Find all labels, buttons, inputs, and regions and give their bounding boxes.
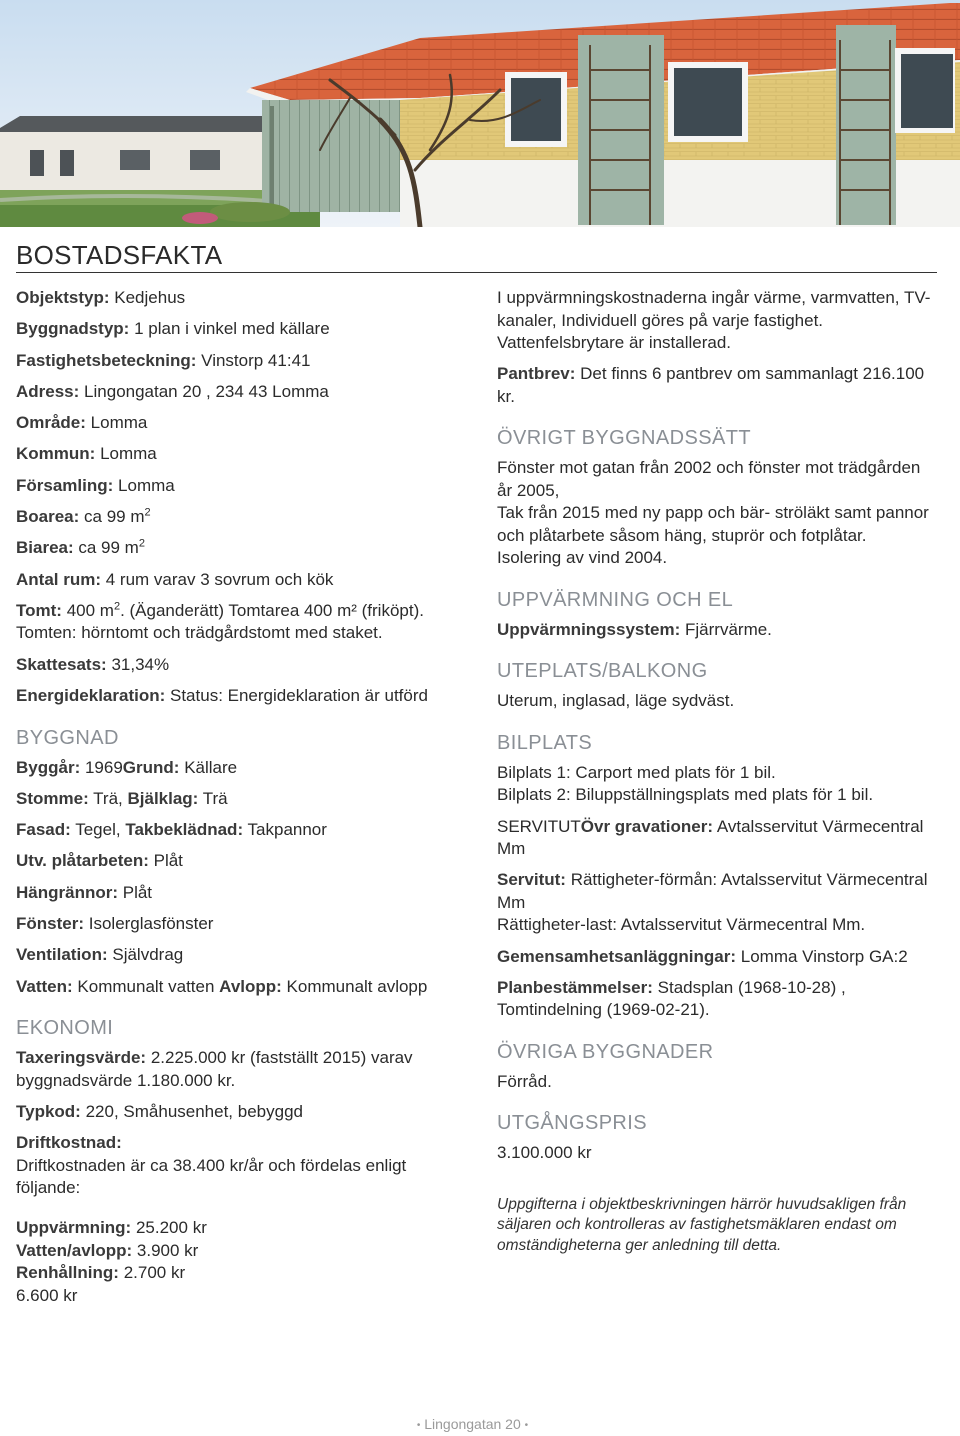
fact-planbestammelser: [497, 977, 937, 1022]
fact-label: Gemensamhetsanläggningar:: [497, 946, 737, 966]
fact-label: Boarea:: [16, 507, 80, 527]
fact-label: Biarea:: [16, 538, 74, 558]
vattenfelsbrytare-note: Vattenfelsbrytare är installerad.: [497, 333, 732, 352]
superscript: 2: [138, 537, 145, 550]
fact-pantbrev: [497, 363, 937, 408]
section-heading-utgangspris: UTGÅNGSPRIS: [497, 1112, 647, 1135]
section-heading-ekonomi: EKONOMI: [16, 1017, 114, 1040]
fact-value: 2.225.000 kr (fastställt 2015) varav byggnadsvärde 1.180.000 kr.: [16, 1048, 413, 1090]
bilplats-line: Bilplats 2: Biluppställningsplats med plats för 1 bil.: [497, 785, 874, 805]
section-heading-ovrigt: ÖVRIGT BYGGNADSSÄTT: [497, 427, 751, 450]
fact-value: Plåt: [153, 851, 183, 871]
ovrigt-line: Isolering av vind 2004.: [497, 548, 668, 568]
fact-value: 400 m: [66, 600, 114, 620]
cost-vatten-avlopp: [16, 1240, 464, 1263]
fact-antal-rum: [16, 569, 464, 592]
ovrigt-line: Fönster mot gatan från 2002 och fönster mot trädgården år 2005,: [497, 458, 921, 500]
fact-label: Vatten:: [16, 976, 73, 996]
fact-value: Driftkostnaden är ca 38.400 kr/år och fördelas enligt följande:: [16, 1155, 407, 1198]
fact-uppvarmningssystem: [497, 619, 937, 642]
page-title: BOSTADSFAKTA: [16, 240, 223, 270]
footer-text: Lingongatan 20: [424, 1416, 521, 1432]
fact-skattesats: [16, 654, 464, 677]
footer-bullet: •: [524, 1420, 529, 1431]
servitut-prefix: SERVITUT: [497, 816, 581, 836]
fact-value: Fjärrvärme.: [685, 619, 772, 639]
fact-servitut: [497, 869, 937, 914]
fact-value: 3.900 kr: [136, 1240, 199, 1260]
fact-label: Takbeklädnad:: [125, 820, 244, 840]
fact-label: Församling:: [16, 475, 114, 495]
fact-biarea: [16, 537, 464, 560]
fact-value: 2.700 kr: [123, 1263, 186, 1283]
section-heading-ovriga-byggnader: ÖVRIGA BYGGNADER: [497, 1040, 714, 1063]
fact-label: Stomme:: [16, 788, 89, 808]
fact-value: Vinstorp 41:41: [201, 350, 311, 370]
fact-value-cont: . (Äganderätt) Tomtarea 400 m² (friköpt). Tomten: hörntomt och trädgårdstomt med staket.: [16, 600, 424, 643]
fact-label: Planbestämmelser:: [497, 977, 653, 997]
fact-typkod: [16, 1101, 464, 1124]
section-heading-byggnad: BYGGNAD: [16, 726, 119, 749]
fact-label: Avlopp:: [219, 976, 282, 996]
fact-label: Övr gravationer:: [580, 816, 714, 836]
fact-gemensamhet: [497, 946, 937, 969]
fact-value: Lomma: [100, 444, 157, 464]
section-heading-uteplats: UTEPLATS/BALKONG: [497, 660, 708, 683]
fact-label: Renhållning:: [16, 1263, 119, 1283]
fact-value: Lomma: [90, 413, 148, 433]
ovrigt-line: Tak från 2015 med ny papp och bär- ströläkt samt pannor och plåtarbete såsom häng, stuprör och fotplåtar.: [497, 503, 929, 545]
cost-total: 6.600 kr: [16, 1285, 78, 1305]
fact-value: Trä,: [93, 788, 123, 808]
fact-label: Fastighetsbeteckning:: [16, 350, 197, 370]
footer-bullet: •: [416, 1420, 421, 1431]
fact-value: Plåt: [122, 882, 153, 902]
title-divider: [16, 272, 937, 273]
fact-value: Lingongatan 20 , 234 43 Lomma: [84, 381, 329, 401]
fact-label: Ventilation:: [16, 945, 108, 965]
fact-tomt: [16, 600, 464, 645]
fact-label: Servitut:: [497, 870, 566, 890]
bilplats-line: Bilplats 1: Carport med plats för 1 bil.: [497, 762, 776, 782]
fact-value: 1969: [84, 757, 123, 777]
fact-label: Vatten/avlopp:: [16, 1240, 133, 1260]
fact-value: Kommunalt vatten: [77, 976, 215, 996]
superscript: 2: [113, 600, 121, 613]
ovriga-byggnader-text: Förråd.: [497, 1071, 552, 1091]
cost-uppvarmning: [16, 1217, 464, 1240]
fact-label: Byggnadstyp:: [16, 319, 130, 339]
fact-label: Bjälklag:: [127, 788, 199, 808]
fact-label: Adress:: [16, 381, 80, 401]
section-heading-uppvarmning: UPPVÄRMNING OCH EL: [497, 588, 734, 611]
fact-value: Tegel,: [75, 820, 121, 840]
fact-label: Kommun:: [16, 444, 96, 464]
fact-label: Byggår:: [16, 757, 81, 777]
heating-intro: I uppvärmningskostnaderna ingår värme, varmvatten, TV-kanaler, Individuell göres på varje fastighet.: [497, 288, 931, 330]
fact-value: Stadsplan (1968-10-28) , Tomtindelning (1969-02-21).: [497, 977, 846, 1020]
fact-value: 25.200 kr: [135, 1218, 207, 1238]
fact-label: Tomt:: [16, 600, 62, 620]
house-photo-icon: [0, 0, 960, 227]
fact-value: Källare: [184, 757, 238, 777]
fact-label: Antal rum:: [16, 569, 101, 589]
utgangspris-value: 3.100.000 kr: [497, 1143, 592, 1163]
fact-energideklaration: [16, 685, 464, 708]
fact-label: Uppvärmningssystem:: [497, 619, 681, 639]
fact-utv-platarbeten: [16, 850, 464, 873]
fact-vatten-avlopp: [16, 976, 464, 999]
fact-boarea: [16, 506, 464, 529]
fact-value: Status: Energideklaration är utförd: [170, 686, 428, 706]
fact-fonster: [16, 913, 464, 936]
fact-value: Isolerglasfönster: [88, 914, 214, 934]
fact-fastighetsbeteckning: [16, 350, 464, 373]
superscript: 2: [144, 506, 151, 519]
disclaimer: Uppgifterna i objektbeskrivningen härrör huvudsakligen från säljaren och kontrolleras av fastighetsmäklaren endast om omständigheterna ger anledning till detta.: [497, 1195, 907, 1254]
fact-label: Grund:: [122, 757, 180, 777]
section-heading-bilplats: BILPLATS: [497, 731, 593, 754]
fact-label: Område:: [16, 413, 86, 433]
fact-label: Utv. plåtarbeten:: [16, 851, 149, 871]
fact-value: Avtalsservitut Värmecentral Mm: [497, 816, 924, 859]
fact-label: Objektstyp:: [16, 288, 110, 307]
fact-fasad-takbek: [16, 819, 464, 842]
fact-objekttyp: [16, 287, 464, 310]
fact-label: Hängrännor:: [16, 882, 118, 902]
fact-servitut-ovr: [497, 816, 937, 861]
fact-value: 31,34%: [111, 654, 170, 674]
right-column: [497, 287, 937, 1265]
fact-kommun: [16, 443, 464, 466]
fact-value: 220, Småhusenhet, bebyggd: [85, 1101, 303, 1121]
fact-byggar-grund: [16, 757, 464, 780]
fact-driftkostnad: [16, 1132, 464, 1200]
fact-value: Lomma: [118, 475, 175, 495]
page-footer: [0, 1416, 945, 1432]
fact-label: Fasad:: [16, 820, 71, 840]
fact-value: Trä: [202, 788, 228, 808]
uteplats-text: Uterum, inglasad, läge sydväst.: [497, 691, 735, 711]
fact-value: Lomma Vinstorp GA:2: [740, 946, 908, 966]
fact-stomme-bjalklag: [16, 788, 464, 811]
fact-value: Takpannor: [247, 820, 327, 840]
fact-byggnadstyp: [16, 318, 464, 341]
fact-label: Uppvärmning:: [16, 1218, 132, 1238]
fact-label: Skattesats:: [16, 654, 107, 674]
fact-value: ca 99 m: [78, 538, 139, 558]
fact-taxeringsvarde: [16, 1047, 464, 1092]
fact-ventilation: [16, 944, 464, 967]
fact-adress: [16, 381, 464, 404]
fact-value: Det finns 6 pantbrev om sammanlagt 216.100 kr.: [497, 364, 925, 406]
fact-forsamling: [16, 475, 464, 498]
house-photo: [0, 0, 960, 227]
fact-value: ca 99 m: [84, 507, 145, 527]
fact-value: Kommunalt avlopp: [286, 976, 428, 996]
fact-value: Självdrag: [112, 945, 184, 965]
fact-label: Energideklaration:: [16, 686, 166, 706]
fact-omrade: [16, 412, 464, 435]
fact-value: 4 rum varav 3 sovrum och kök: [105, 569, 334, 589]
fact-label: Taxeringsvärde:: [16, 1048, 147, 1068]
fact-hangrannor: [16, 882, 464, 905]
fact-label: Typkod:: [16, 1101, 81, 1121]
cost-renhallning: [16, 1262, 464, 1285]
fact-label: Driftkostnad:: [16, 1133, 122, 1153]
fact-value: Kedjehus: [114, 288, 186, 307]
fact-value: 1 plan i vinkel med källare: [134, 319, 330, 339]
fact-label: Pantbrev:: [497, 364, 576, 384]
fact-label: Fönster:: [16, 914, 84, 934]
left-column: [16, 287, 464, 1307]
servitut-line: Rättigheter-last: Avtalsservitut Värmecentral Mm.: [497, 915, 866, 935]
fact-value: Rättigheter-förmån: Avtalsservitut Värmecentral Mm: [497, 870, 928, 912]
